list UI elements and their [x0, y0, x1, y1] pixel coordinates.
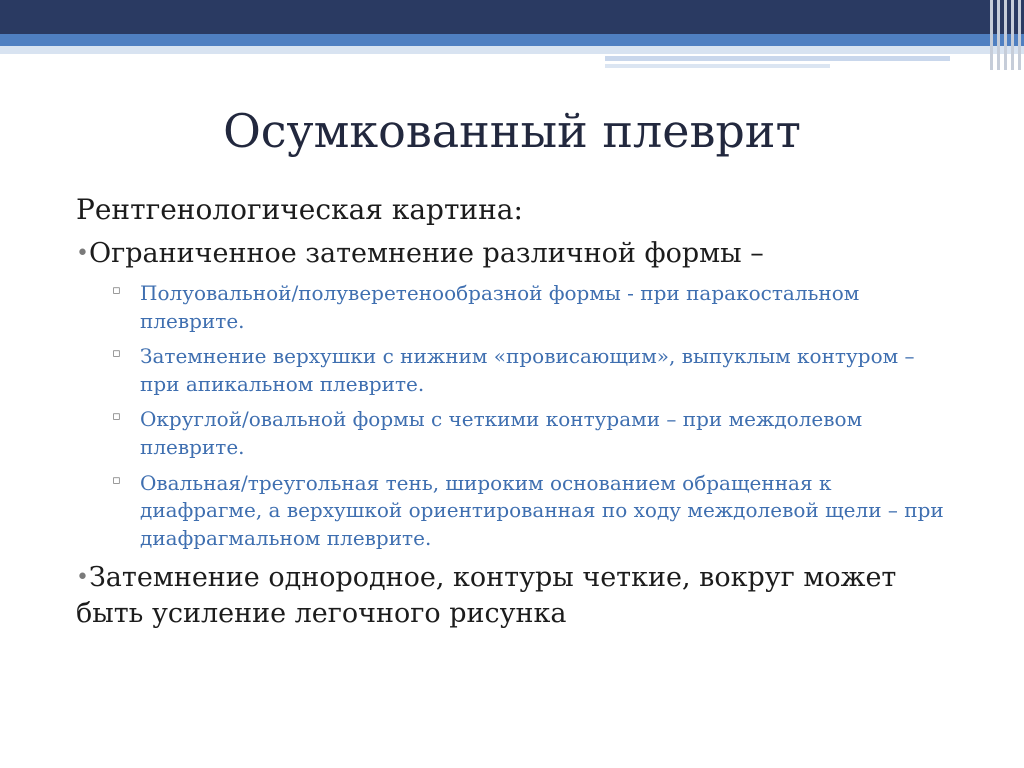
sub-bullet-text: Округлой/овальной формы с четкими контурами – при междолевом плеврите.	[140, 407, 863, 459]
sub-bullet-item	[76, 470, 956, 553]
bullet-item	[76, 236, 956, 272]
corner-stripe	[1011, 0, 1014, 70]
content-heading: Рентгенологическая картина:	[76, 193, 523, 226]
slide-content	[76, 192, 956, 632]
bullet-dot-icon: •	[76, 241, 89, 267]
sub-bullet-item	[76, 280, 956, 335]
square-bullet-icon: ▫	[112, 283, 121, 299]
square-bullet-icon: ▫	[112, 346, 121, 362]
sub-bullet-text: Овальная/треугольная тень, широким основанием обращенная к диафрагме, а верхушкой ориентированная по ходу междолевой щели – при диафрагмальном плеврите.	[140, 470, 944, 550]
sub-bullet-text: Затемнение верхушки с нижним «провисающим», выпуклым контуром – при апикальном плеврите.	[140, 344, 915, 396]
square-bullet-icon: ▫	[112, 472, 121, 488]
header-band-light	[0, 46, 1024, 54]
bullet-text: Ограниченное затемнение различной формы –	[88, 238, 764, 270]
header-band-blue	[0, 34, 1024, 46]
corner-stripe	[990, 0, 993, 70]
sub-bullet-list	[76, 280, 956, 552]
header-accent-line	[605, 56, 950, 61]
header-accent-line-short	[605, 64, 830, 68]
header-band-dark	[0, 0, 1024, 34]
corner-stripe	[1018, 0, 1021, 70]
square-bullet-icon: ▫	[112, 409, 121, 425]
slide-title: Осумкованный плеврит	[223, 104, 801, 158]
corner-stripe	[997, 0, 1000, 70]
bullet-dot-icon: •	[76, 565, 89, 591]
sub-bullet-text: Полуовальной/полуверетенообразной формы - при паракостальном плеврите.	[140, 281, 860, 333]
sub-bullet-item	[76, 343, 956, 398]
corner-stripe	[1004, 0, 1007, 70]
sub-bullet-item	[76, 406, 956, 461]
bullet-item	[76, 560, 956, 631]
bullet-text: Затемнение однородное, контуры четкие, вокруг может быть усиление легочного рисунка	[76, 562, 897, 629]
